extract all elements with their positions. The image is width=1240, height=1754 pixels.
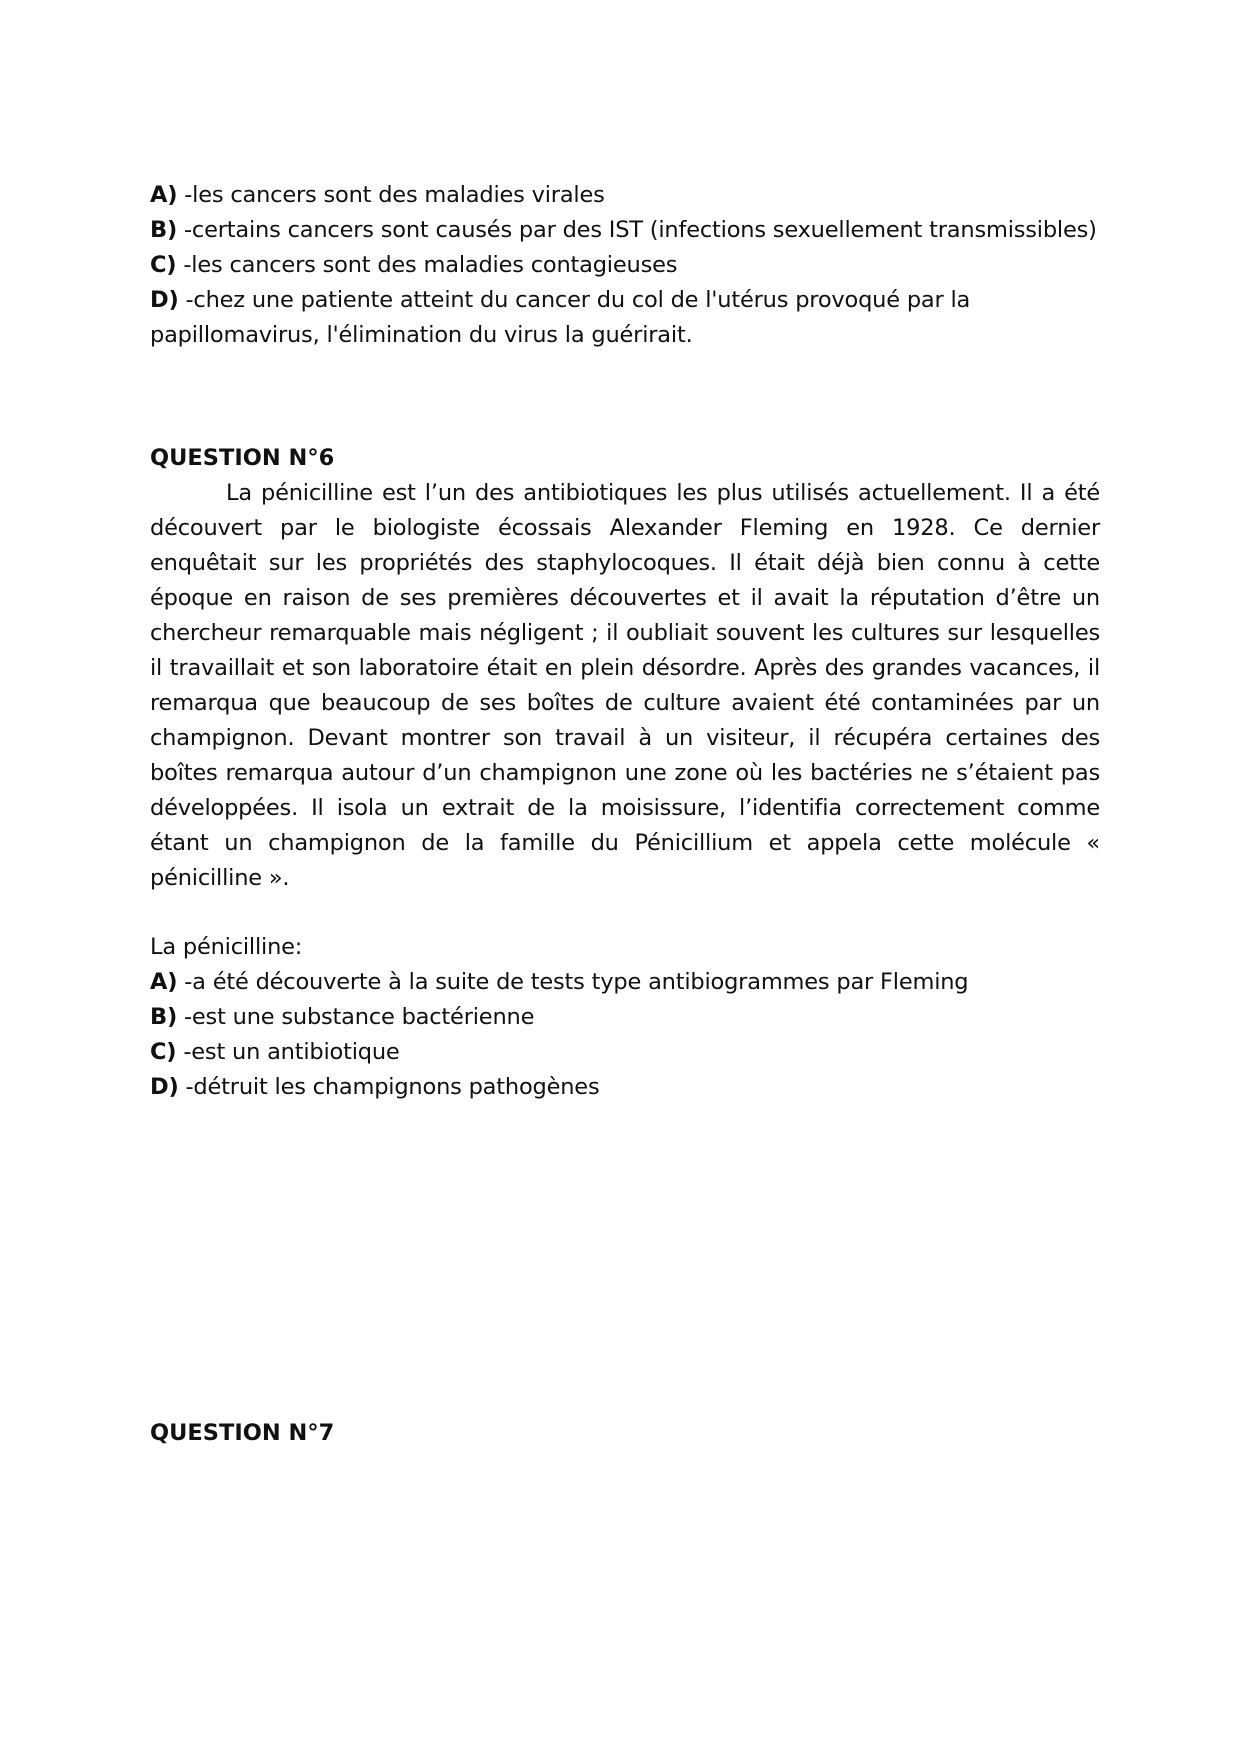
question7-section [150,1416,334,1451]
option-text: -est un antibiotique [176,1039,400,1065]
question7-title: QUESTION N°7 [150,1420,335,1446]
option-text: -les cancers sont des maladies contagieuses [176,252,678,278]
option-d [150,283,1100,353]
document-page [150,0,1100,1754]
option-letter: D) [150,287,179,313]
option-b [150,213,1100,248]
option-text: -certains cancers sont causés par des IST (infections sexuellement transmissibles) [177,217,1097,243]
question5-options [150,178,1100,353]
question6-options [150,965,1100,1105]
option-text: -les cancers sont des maladies virales [177,182,605,208]
option-d [150,1070,1100,1105]
option-letter: A) [150,182,178,208]
option-c [150,248,1100,283]
question6-title: QUESTION N°6 [150,445,335,471]
option-text: -détruit les champignons pathogènes [178,1074,600,1100]
option-letter: B) [150,217,178,243]
question6-section [150,441,1100,1105]
option-text: -chez une patiente atteint du cancer du col de l'utérus provoqué par la papillomavirus, l'élimination du virus la guérirait. [150,287,971,348]
option-letter: C) [150,252,177,278]
option-letter: D) [150,1074,179,1100]
option-text: -est une substance bactérienne [177,1004,535,1030]
option-c [150,1035,1100,1070]
option-letter: B) [150,1004,178,1030]
option-text: -a été découverte à la suite de tests type antibiogrammes par Fleming [177,969,969,995]
option-letter: C) [150,1039,177,1065]
option-a [150,178,1100,213]
question6-paragraph: La pénicilline est l’un des antibiotiques les plus utilisés actuellement. Il a été découvert par le biologiste écossais Alexander Fleming en 1928. Ce dernier enquêtait sur les propriétés des staphylocoques. Il était déjà bien connu à cette époque en raison de ses premières découvertes et il avait la réputation d’être un chercheur remarquable mais négligent ; il oubliait souvent les cultures sur lesquelles il travaillait et son laboratoire était en plein désordre. Après des grandes vacances, il remarqua que beaucoup de ses boîtes de culture avaient été contaminées par un champignon. Devant montrer son travail à un visiteur, il récupéra certaines des boîtes remarqua autour d’un champignon une zone où les bactéries ne s’étaient pas développées. Il isola un extrait de la moisissure, l’identifia correctement comme étant un champignon de la famille du Pénicillium et appela cette molécule « pénicilline ». [150,480,1100,891]
option-letter: A) [150,969,178,995]
question6-intro: La pénicilline: [150,934,303,960]
option-a [150,965,1100,1000]
option-b [150,1000,1100,1035]
